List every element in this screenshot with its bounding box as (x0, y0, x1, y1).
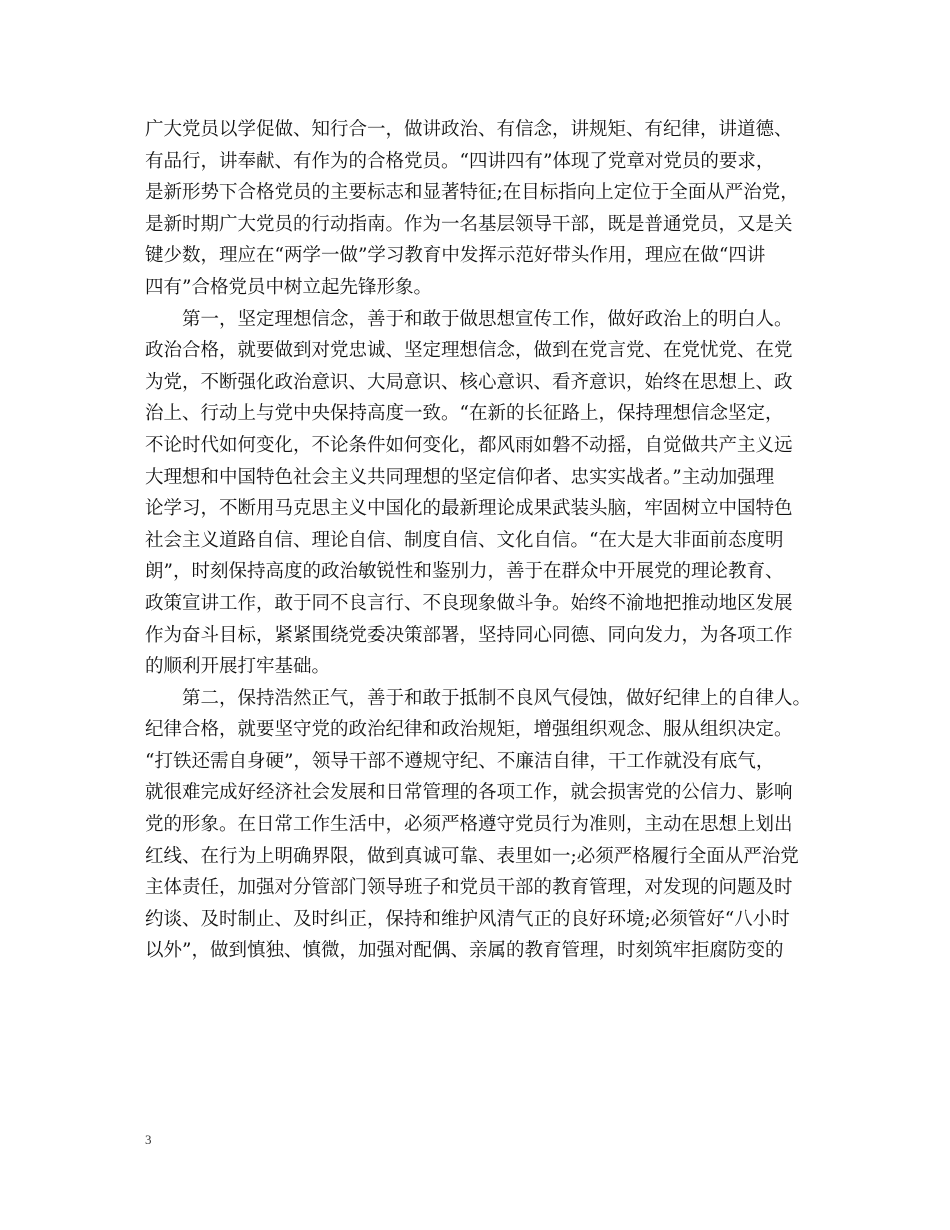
text-line: 四有”合格党员中树立起先锋形象。 (145, 276, 432, 298)
text-line: 党的形象。在日常工作生活中，必须严格遵守党员行为准则，主动在思想上划出 (145, 814, 793, 836)
text-line: 政治合格，就要做到对党忠诚、坚定理想信念，做到在党言党、在党忧党、在党 (145, 340, 793, 362)
text-line: 的顺利开展打牢基础。 (145, 656, 331, 678)
text-line: 社会主义道路自信、理论自信、制度自信、文化自信。“在大是大非面前态度明 (145, 529, 784, 551)
paragraph-first-line: 第二，保持浩然正气，善于和敢于抵制不良风气侵蚀，做好纪律上的自律人。 (182, 687, 812, 709)
text-line: 纪律合格，就要坚守党的政治纪律和政治规矩，增强组织观念、服从组织决定。 (145, 719, 793, 741)
text-line: 红线、在行为上明确界限，做到真诚可靠、表里如一;必须严格履行全面从严治党 (145, 845, 799, 867)
paragraph-first-line: 第一，坚定理想信念，善于和敢于做思想宣传工作，做好政治上的明白人。 (182, 308, 793, 330)
body-text (145, 114, 815, 967)
text-line: 为党，不断强化政治意识、大局意识、核心意识、看齐意识，始终在思想上、政 (145, 371, 793, 393)
text-line: 以外”，做到慎独、慎微，加强对配偶、亲属的教育管理，时刻筑牢拒腐防变的 (145, 940, 784, 962)
text-line: “打铁还需自身硬”，领导干部不遵规守纪、不廉洁自律，干工作就没有底气， (145, 750, 775, 772)
text-line: 朗”，时刻保持高度的政治敏锐性和鉴别力，善于在群众中开展党的理论教育、 (145, 561, 784, 583)
text-line: 不论时代如何变化，不论条件如何变化，都风雨如磐不动摇，自觉做共产主义远 (145, 434, 793, 456)
text-line: 键少数，理应在“两学一做”学习教育中发挥示范好带头作用，理应在做“四讲 (145, 245, 766, 267)
text-line: 主体责任，加强对分管部门领导班子和党员干部的教育管理，对发现的问题及时 (145, 877, 793, 899)
text-line: 是新时期广大党员的行动指南。作为一名基层领导干部，既是普通党员，又是关 (145, 213, 793, 235)
page-number: 3 (145, 1132, 152, 1147)
text-line: 治上、行动上与党中央保持高度一致。“在新的长征路上，保持理想信念坚定， (145, 403, 784, 425)
text-line: 约谈、及时制止、及时纠正，保持和维护风清气正的良好环境;必须管好“八小时 (145, 908, 790, 930)
text-line: 大理想和中国特色社会主义共同理想的坚定信仰者、忠实实战者。”主动加强理 (145, 466, 775, 488)
text-line: 政策宣讲工作，敢于同不良言行、不良现象做斗争。始终不渝地把推动地区发展 (145, 592, 793, 614)
text-line: 广大党员以学促做、知行合一，做讲政治、有信念，讲规矩、有纪律，讲道德、 (145, 119, 793, 140)
text-line: 就很难完成好经济社会发展和日常管理的各项工作，就会损害党的公信力、影响 (145, 782, 793, 804)
text-line: 有品行，讲奉献、有作为的合格党员。“四讲四有”体现了党章对党员的要求， (145, 150, 775, 172)
text-line: 是新形势下合格党员的主要标志和显著特征;在目标指向上定位于全面从严治党， (145, 182, 799, 204)
text-line: 作为奋斗目标，紧紧围绕党委决策部署，坚持同心同德、同向发力，为各项工作 (145, 624, 793, 646)
text-line: 论学习，不断用马克思主义中国化的最新理论成果武装头脑，牢固树立中国特色 (145, 498, 793, 520)
